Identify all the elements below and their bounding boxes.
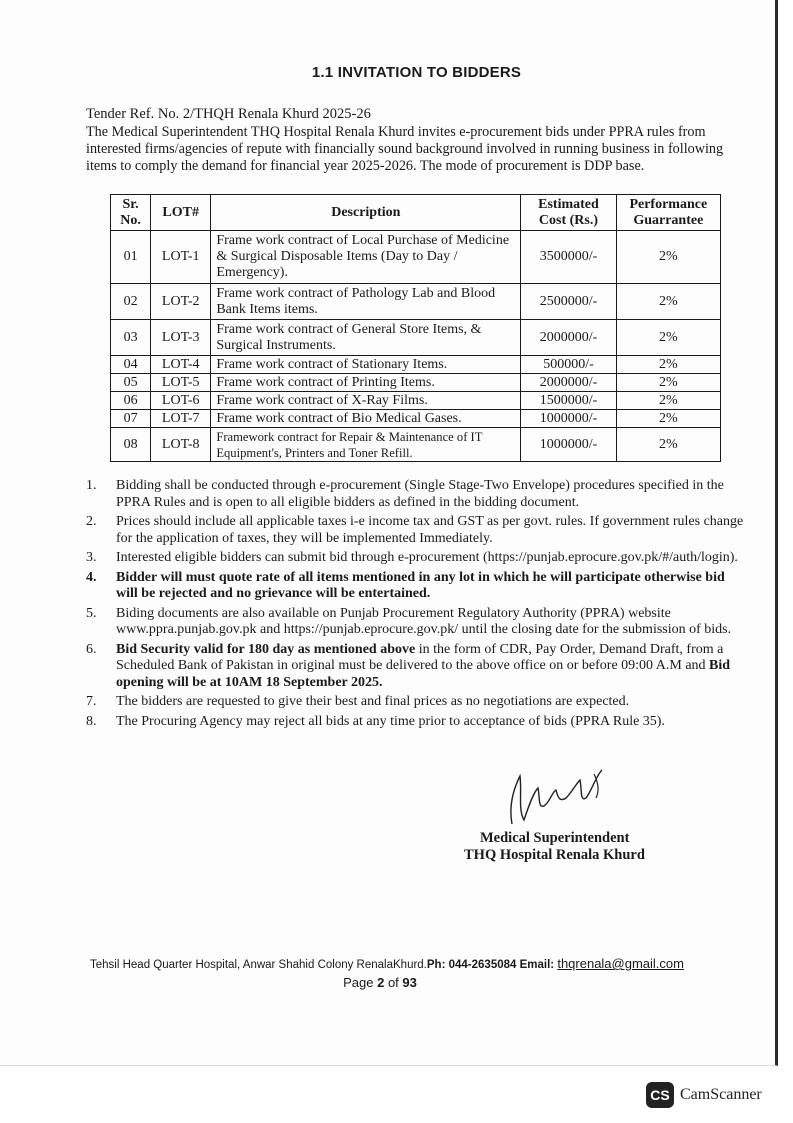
- cell-lot: LOT-5: [151, 374, 211, 392]
- table-row: [111, 374, 721, 392]
- cell-performance: 2%: [616, 284, 720, 320]
- list-item: [86, 694, 746, 711]
- header-description: Description: [211, 195, 521, 231]
- item-number: 4.: [86, 569, 97, 585]
- footer-email-label: Email:: [519, 959, 555, 971]
- cell-description: Framework contract for Repair & Maintenance of IT Equipment's, Printers and Toner Refill.: [211, 428, 521, 462]
- table-row: [111, 231, 721, 284]
- cell-lot: LOT-6: [151, 392, 211, 410]
- camscanner-watermark: [646, 1082, 762, 1108]
- bid-security-text: Bid Security valid for 180 day as mentioned above: [116, 641, 416, 657]
- item-text: Biding documents are also available on Punjab Procurement Regulatory Authority (PPRA) website www.ppra.punjab.gov.pk and https://punjab.eprocure.gov.pk/ until the closing date for the submission of bids.: [116, 605, 732, 637]
- list-item: [86, 514, 746, 547]
- cell-cost: 1500000/-: [521, 392, 616, 410]
- cell-lot: LOT-7: [151, 410, 211, 428]
- cell-cost: 1000000/-: [521, 428, 616, 462]
- cell-cost: 2000000/-: [521, 320, 616, 356]
- cell-cost: 1000000/-: [521, 410, 616, 428]
- cell-sr: 04: [111, 356, 151, 374]
- cell-cost: 3500000/-: [521, 231, 616, 284]
- cell-cost: 2000000/-: [521, 374, 616, 392]
- cell-sr: 06: [111, 392, 151, 410]
- terms-list: [86, 478, 746, 733]
- table-row: [111, 392, 721, 410]
- list-item: [86, 550, 746, 567]
- item-number: 5.: [86, 605, 97, 621]
- item-text: Bidder will must quote rate of all items mentioned in any lot in which he will participate otherwise bid will be rejected and no grievance will be entertained.: [116, 569, 725, 601]
- camscanner-icon: CS: [646, 1082, 674, 1108]
- cell-description: Frame work contract of Bio Medical Gases.: [211, 410, 521, 428]
- cell-lot: LOT-1: [151, 231, 211, 284]
- cell-sr: 01: [111, 231, 151, 284]
- list-item: [86, 642, 746, 692]
- cell-description: Frame work contract of Pathology Lab and Blood Bank Items items.: [211, 284, 521, 320]
- item-text: Interested eligible bidders can submit bid through e-procurement (https://punjab.eprocure.gov.pk/#/auth/login).: [116, 550, 738, 565]
- signatory-title: Medical Superintendent: [480, 830, 630, 846]
- table-row: [111, 356, 721, 374]
- cell-performance: 2%: [616, 410, 720, 428]
- item-text: Prices should include all applicable taxes i-e income tax and GST as per govt. rules. If government rules change for the application of taxes, they will be implemented Immediately.: [116, 514, 744, 546]
- item-number: 3.: [86, 550, 97, 565]
- cell-performance: 2%: [616, 392, 720, 410]
- camscanner-label: CamScanner: [680, 1086, 762, 1103]
- footer-phone-label: Ph:: [426, 959, 446, 971]
- cell-sr: 08: [111, 428, 151, 462]
- table-row: [111, 428, 721, 462]
- cell-description: Frame work contract of Printing Items.: [211, 374, 521, 392]
- cell-performance: 2%: [616, 356, 720, 374]
- cell-lot: LOT-2: [151, 284, 211, 320]
- list-item: [86, 606, 746, 639]
- cell-lot: LOT-3: [151, 320, 211, 356]
- page-prefix: Page: [343, 975, 378, 990]
- cell-description: Frame work contract of Local Purchase of Medicine & Surgical Disposable Items (Day to Day / Emergency).: [211, 231, 521, 284]
- list-item: [86, 714, 746, 731]
- item-text: The bidders are requested to give their best and final prices as no negotiations are expected.: [116, 694, 630, 709]
- cell-description: Frame work contract of X-Ray Films.: [211, 392, 521, 410]
- cell-performance: 2%: [616, 374, 720, 392]
- signatory-block: [464, 830, 645, 864]
- table-row: [111, 320, 721, 356]
- intro-paragraph: The Medical Superintendent THQ Hospital Renala Khurd invites e-procurement bids under PPRA rules from interested firms/agencies of repute with financially sound background involved in running business in following items to comply the demand for financial year 2025-2026. The mode of procurement is DDP base.: [86, 124, 724, 174]
- cell-cost: 2500000/-: [521, 284, 616, 320]
- list-item: [86, 478, 746, 511]
- cell-lot: LOT-8: [151, 428, 211, 462]
- cell-sr: 07: [111, 410, 151, 428]
- item-text: The Procuring Agency may reject all bids at any time prior to acceptance of bids (PPRA Rule 35).: [116, 713, 665, 729]
- cell-lot: LOT-4: [151, 356, 211, 374]
- signatory-office: THQ Hospital Renala Khurd: [464, 847, 645, 863]
- lots-table: [110, 194, 721, 462]
- item-number: 7.: [86, 694, 97, 709]
- item-text: Bidding shall be conducted through e-procurement (Single Stage-Two Envelope) procedures specified in the PPRA Rules and is open to all eligible bidders as defined in the bidding document.: [116, 478, 724, 510]
- header-lot: LOT#: [151, 195, 211, 231]
- header-estimated-cost: Estimated Cost (Rs.): [521, 195, 616, 231]
- tender-reference: Tender Ref. No. 2/THQH Renala Khurd 2025-26: [86, 106, 371, 122]
- item-number: 1.: [86, 478, 97, 493]
- cell-cost: 500000/-: [521, 356, 616, 374]
- footer-email-link[interactable]: thqrenala@gmail.com: [557, 956, 684, 971]
- bid-opening-text: Bid opening will be at 10AM 18 September 2025.: [116, 658, 731, 690]
- cell-sr: 03: [111, 320, 151, 356]
- page-of: of: [384, 975, 403, 990]
- page-total: 93: [402, 975, 417, 990]
- cell-description: Frame work contract of Stationary Items.: [211, 356, 521, 374]
- list-item: [86, 570, 746, 603]
- cell-sr: 05: [111, 374, 151, 392]
- cell-description: Frame work contract of General Store Items, & Surgical Instruments.: [211, 320, 521, 356]
- page-current: 2: [377, 975, 385, 990]
- table-row: [111, 284, 721, 320]
- footer-phone: 044-2635084: [445, 959, 520, 971]
- item-number: 6.: [86, 641, 97, 657]
- cell-sr: 02: [111, 284, 151, 320]
- signature-image: [498, 762, 618, 832]
- item-text: in the form of CDR, Pay Order, Demand Draft, from a Scheduled Bank of Pakistan in original must be delivered to the above office on or before 09:00 A.M and: [116, 641, 724, 673]
- footer-address: Tehsil Head Quarter Hospital, Anwar Shahid Colony RenalaKhurd.: [90, 959, 427, 971]
- header-performance-guarantee: Performance Guarrantee: [616, 195, 720, 231]
- cell-performance: 2%: [616, 320, 720, 356]
- item-number: 2.: [86, 514, 97, 529]
- page-number: [0, 975, 760, 990]
- cell-performance: 2%: [616, 231, 720, 284]
- header-sr-no: Sr. No.: [111, 195, 151, 231]
- footer: [90, 956, 690, 971]
- item-number: 8.: [86, 713, 97, 729]
- cell-performance: 2%: [616, 428, 720, 462]
- table-row: [111, 410, 721, 428]
- page-title: 1.1 INVITATION TO BIDDERS: [311, 64, 522, 81]
